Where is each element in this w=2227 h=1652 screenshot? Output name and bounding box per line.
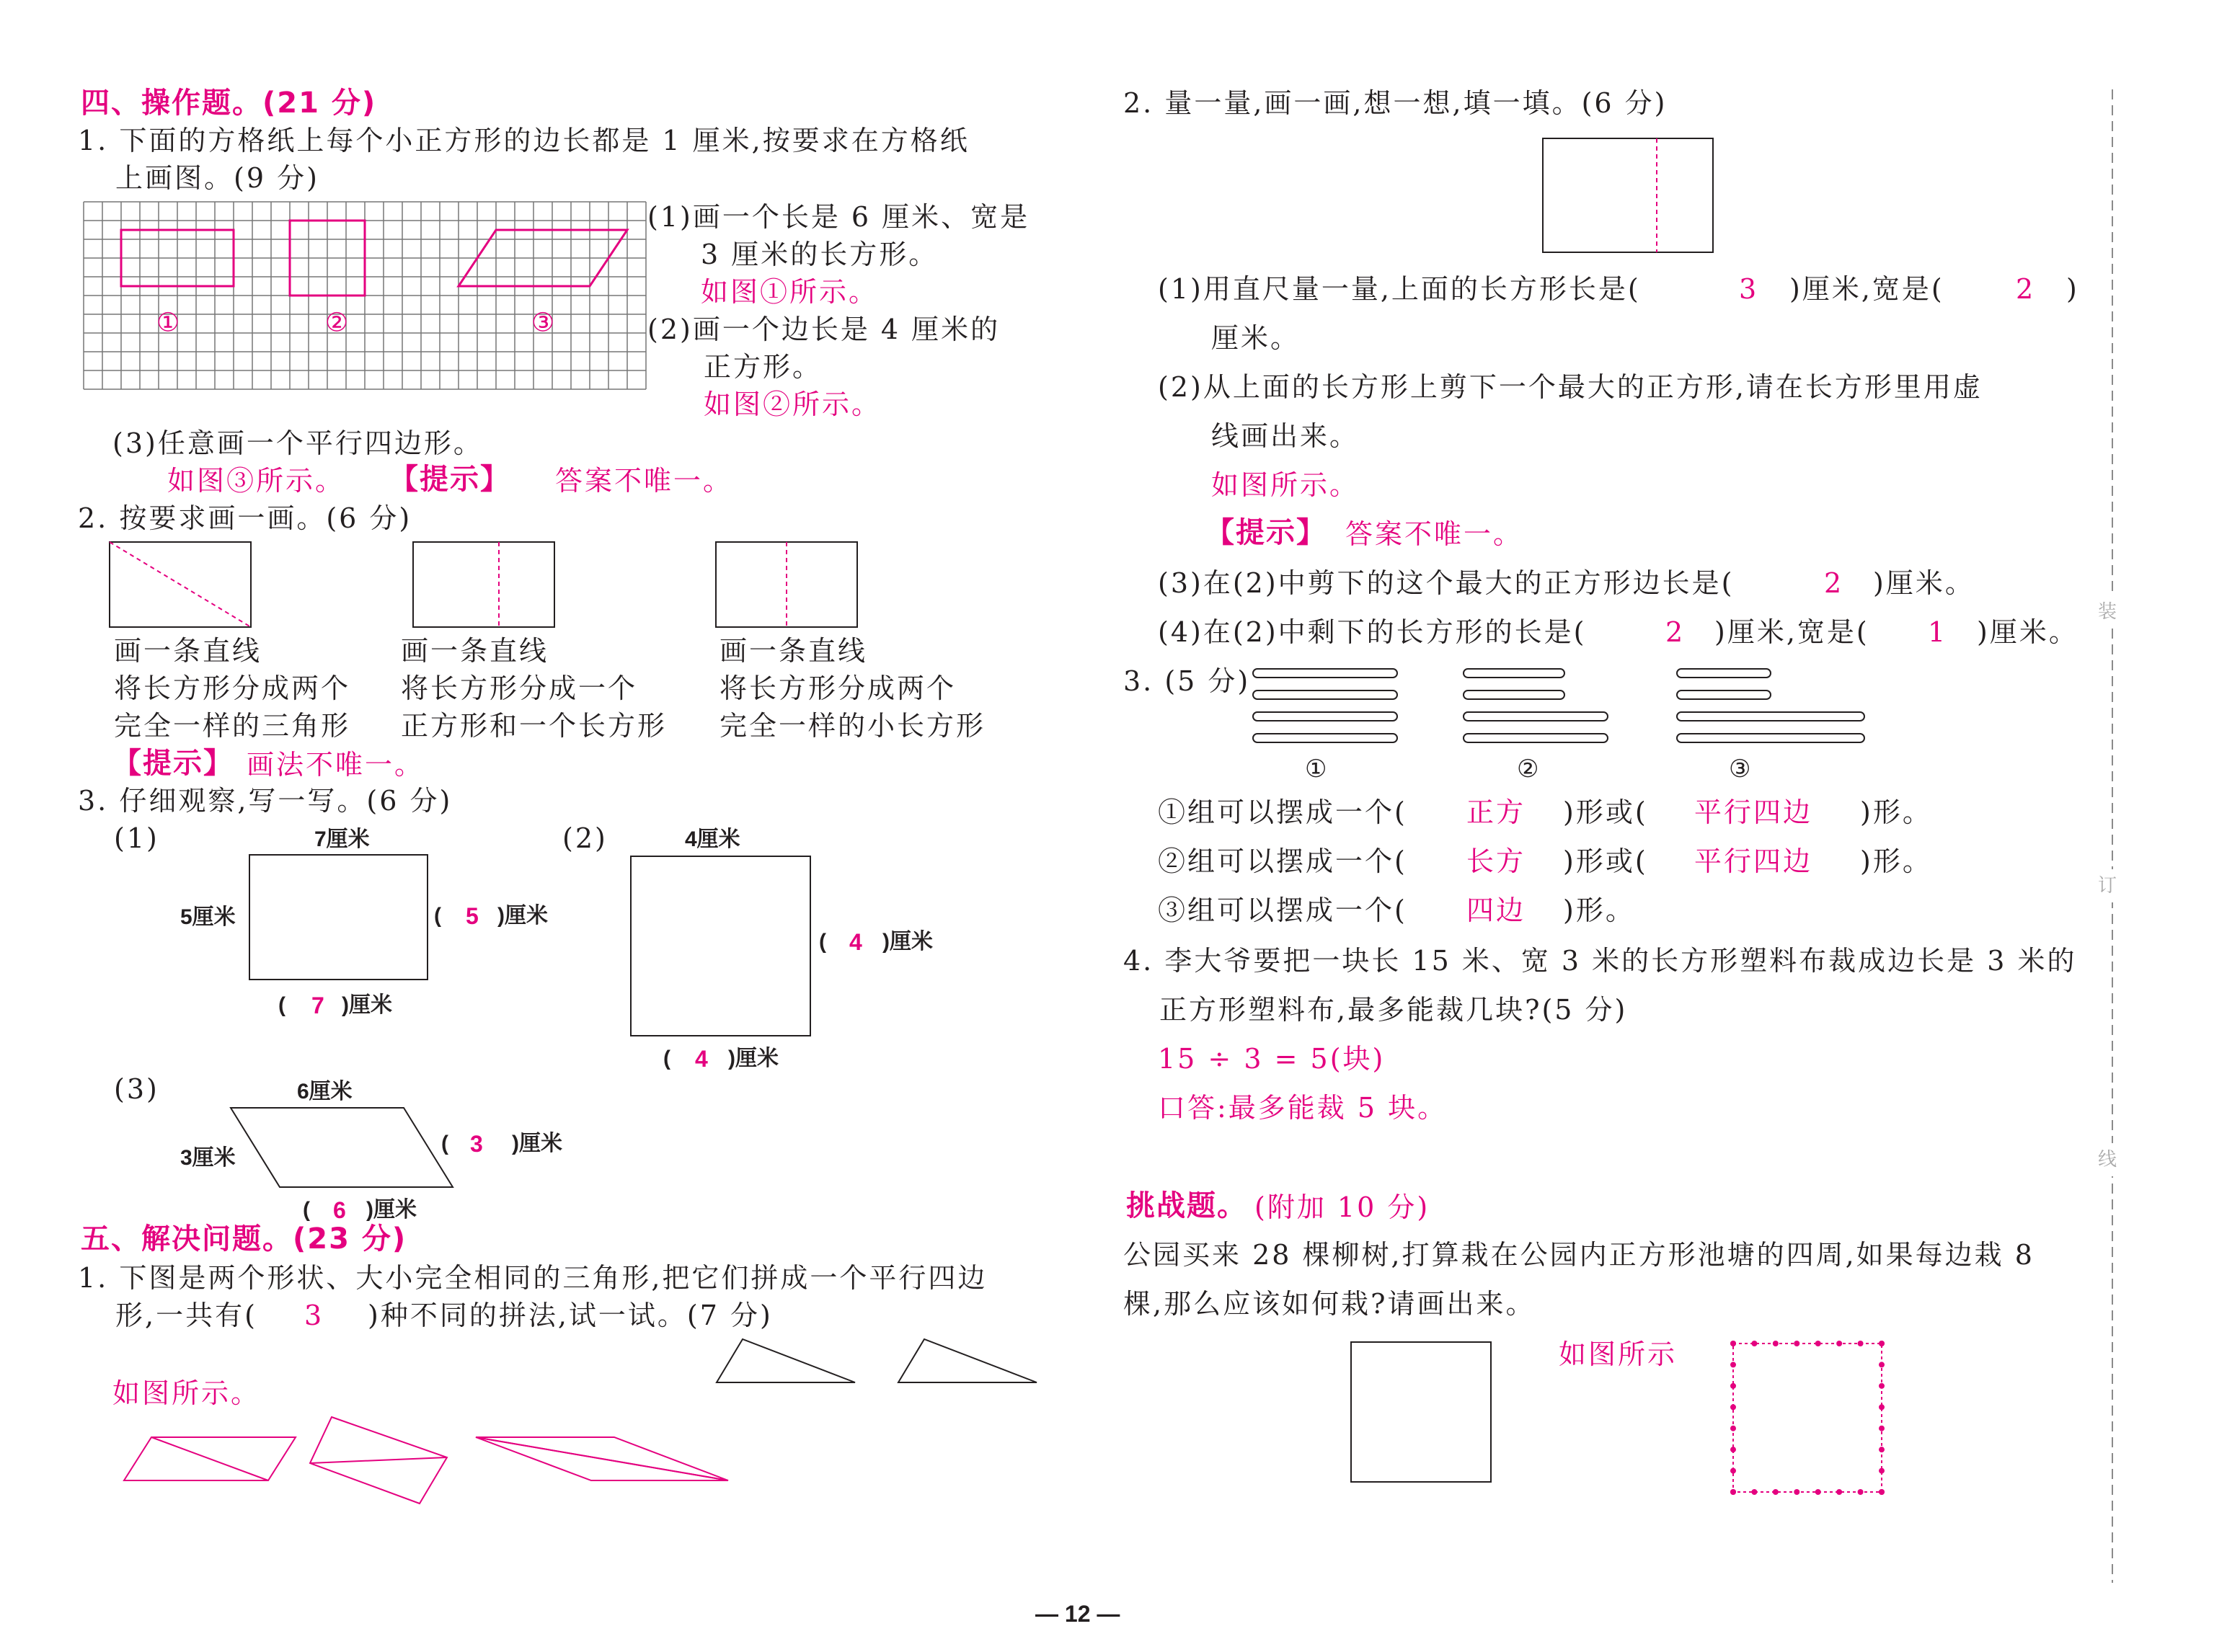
r-q2-3-answer: 2 [1824,567,1844,599]
parallelogram-bottom-answer: 6 [333,1197,348,1223]
square-bottom-paren: ( [663,1047,670,1070]
section4-title: 四、操作题。(21 分) [81,86,377,120]
r-q2-4-answer1: 2 [1665,616,1686,648]
rect-bottom-unit: )厘米 [342,993,392,1017]
r-q3-row2-end: )形。 [1860,845,1932,877]
q1-hint-text: 答案不唯一。 [555,465,733,497]
q2-caption-1-line1: 画一条直线 [114,635,262,667]
q3-title: 3. 仔细观察,写一写。(6 分) [78,785,453,817]
square-right-answer: 4 [849,929,864,955]
section5-title: 五、解决问题。(23 分) [81,1222,407,1256]
parallelogram-bottom-paren: ( [303,1198,310,1222]
challenge-line1: 公园买来 28 棵柳树,打算栽在公园内正方形池塘的四周,如果每边栽 8 [1123,1239,2035,1271]
q1-line1: 1. 下面的方格纸上每个小正方形的边长都是 1 厘米,按要求在方格纸 [78,125,970,156]
q1-line2: 上画图。(9 分) [115,162,319,194]
rect-top-label: 7厘米 [314,827,370,851]
r-q4-answer1: 15 ÷ 3 = 5(块) [1158,1043,1386,1075]
q1-part2-answer: 如图②所示。 [704,388,882,420]
r-q3-title: 3. (5 分) [1123,665,1251,697]
r-q2-4-mid: )厘米,宽是( [1714,616,1869,648]
q2-caption-2-line2: 将长方形分成一个 [401,672,638,704]
square-right-unit: )厘米 [882,930,933,954]
q2-hint-label: 【提示】 [112,747,234,780]
q1-part1-line2: 3 厘米的长方形。 [701,239,939,270]
q1-hint-label: 【提示】 [389,463,510,496]
q2-caption-1-line3: 完全一样的三角形 [114,710,351,742]
q1-part3: (3)任意画一个平行四边形。 [112,427,483,459]
r-q2-3-end: )厘米。 [1873,567,1975,599]
q5-answer: 3 [304,1300,324,1331]
parallelogram-right-answer: 3 [470,1131,485,1157]
square-bottom-unit: )厘米 [728,1047,779,1070]
r-q3-row3-start: ③组可以摆成一个( [1158,894,1407,926]
grid-figure-label: ① [156,308,180,338]
q5-line2-start: 形,一共有( [115,1300,257,1331]
q2-caption-3-line2: 将长方形分成两个 [720,672,957,704]
r-q2-1-answer2: 2 [2016,273,2036,305]
q5-figure-answer: 如图所示。 [112,1377,261,1409]
r-q3-row2-answer2: 平行四边 [1694,845,1813,877]
r-q3-row1-answer2: 平行四边 [1694,796,1813,828]
rect-left-label: 5厘米 [180,905,236,929]
q2-caption-3-line3: 完全一样的小长方形 [720,710,986,742]
q1-part3-answer: 如图③所示。 [167,465,345,497]
q2-caption-3-line1: 画一条直线 [720,635,868,667]
r-q2-hint-text: 答案不唯一。 [1345,518,1523,550]
r-q3-row1-start: ①组可以摆成一个( [1158,796,1407,828]
q1-part2-line2: 正方形。 [704,351,823,383]
parallelogram-right-unit: )厘米 [512,1132,562,1155]
q3-sub1: (1) [114,822,159,854]
parallelogram-left-label: 3厘米 [180,1146,236,1170]
q2-caption-1-line2: 将长方形分成两个 [114,672,351,704]
q2-caption-2-line1: 画一条直线 [401,635,549,667]
challenge-answer: 如图所示 [1559,1338,1678,1370]
q1-part2-line1: (2)画一个边长是 4 厘米的 [647,314,1001,345]
parallelogram-right-paren: ( [441,1132,448,1155]
r-q2-4-start: (4)在(2)中剩下的长方形的长是( [1158,616,1587,648]
q3-sub3: (3) [114,1073,159,1105]
challenge-line2: 棵,那么应该如何栽?请画出来。 [1123,1288,1536,1320]
challenge-title: 挑战题。 [1126,1189,1247,1222]
r-q3-row2-answer1: 长方 [1466,845,1526,877]
q3-sub2: (2) [562,822,608,854]
q5-line2-end: )种不同的拼法,试一试。(7 分) [368,1300,773,1331]
stick-group-label-1: ① [1305,755,1329,783]
r-q3-row3-answer1: 四边 [1466,894,1526,926]
r-q2-2-line2: 线画出来。 [1211,420,1360,452]
parallelogram-top-label: 6厘米 [297,1080,353,1103]
stick-group-label-2: ② [1517,755,1541,783]
r-q2-1-mid: )厘米,宽是( [1789,273,1944,305]
r-q4-answer2: 口答:最多能裁 5 块。 [1158,1092,1448,1124]
r-q3-row2-start: ②组可以摆成一个( [1158,845,1407,877]
grid-figure-label: ② [324,308,349,338]
r-q2-1-unit: 厘米。 [1211,322,1301,354]
r-q3-row1-mid: )形或( [1563,796,1648,828]
rect-bottom-paren: ( [278,993,285,1017]
rect-right-answer: 5 [466,903,481,929]
r-q2-title: 2. 量一量,画一画,想一想,填一填。(6 分) [1123,87,1668,119]
r-q2-1-end: ) [2066,273,2079,305]
r-q3-row1-answer1: 正方 [1466,796,1526,828]
rect-bottom-answer: 7 [311,992,327,1018]
r-q3-row3-end: )形。 [1563,894,1635,926]
rect-right-unit: )厘米 [497,904,548,928]
r-q2-4-end: )厘米。 [1977,616,2078,648]
grid-figure-label: ③ [531,308,555,338]
r-q2-1-answer1: 3 [1739,273,1759,305]
challenge-points: (附加 10 分) [1254,1191,1430,1223]
r-q2-2-answer: 如图所示。 [1211,469,1360,501]
r-q4-line1: 4. 李大爷要把一块长 15 米、宽 3 米的长方形塑料布裁成边长是 3 米的 [1123,945,2077,977]
q2-title: 2. 按要求画一画。(6 分) [78,502,412,534]
square-bottom-answer: 4 [695,1046,710,1072]
r-q3-row2-mid: )形或( [1563,845,1648,877]
margin-label-2: 订 [2098,869,2119,902]
r-q2-4-answer2: 1 [1928,616,1948,648]
r-q3-row1-end: )形。 [1860,796,1932,828]
r-q2-3-start: (3)在(2)中剪下的这个最大的正方形边长是( [1158,567,1735,599]
r-q2-hint-label: 【提示】 [1205,516,1327,549]
r-q4-line2: 正方形塑料布,最多能裁几块?(5 分) [1159,994,1628,1026]
square-top-label: 4厘米 [685,827,740,851]
r-q2-2-line1: (2)从上面的长方形上剪下一个最大的正方形,请在长方形里用虚 [1158,371,1983,403]
parallelogram-bottom-unit: )厘米 [366,1198,417,1222]
q1-part1-answer: 如图①所示。 [701,276,879,308]
rect-right-paren: ( [434,904,441,928]
r-q2-1-start: (1)用直尺量一量,上面的长方形长是( [1158,273,1641,305]
margin-label-1: 装 [2098,595,2119,629]
square-right-paren: ( [819,930,826,954]
page-number: — 12 — [1035,1601,1120,1627]
stick-group-label-3: ③ [1729,755,1753,783]
q2-caption-2-line3: 正方形和一个长方形 [401,710,668,742]
q5-line1: 1. 下图是两个形状、大小完全相同的三角形,把它们拼成一个平行四边 [78,1262,988,1294]
q2-hint-text: 画法不唯一。 [247,749,425,781]
margin-label-3: 线 [2098,1143,2119,1176]
q1-part1-line1: (1)画一个长是 6 厘米、宽是 [647,201,1030,233]
